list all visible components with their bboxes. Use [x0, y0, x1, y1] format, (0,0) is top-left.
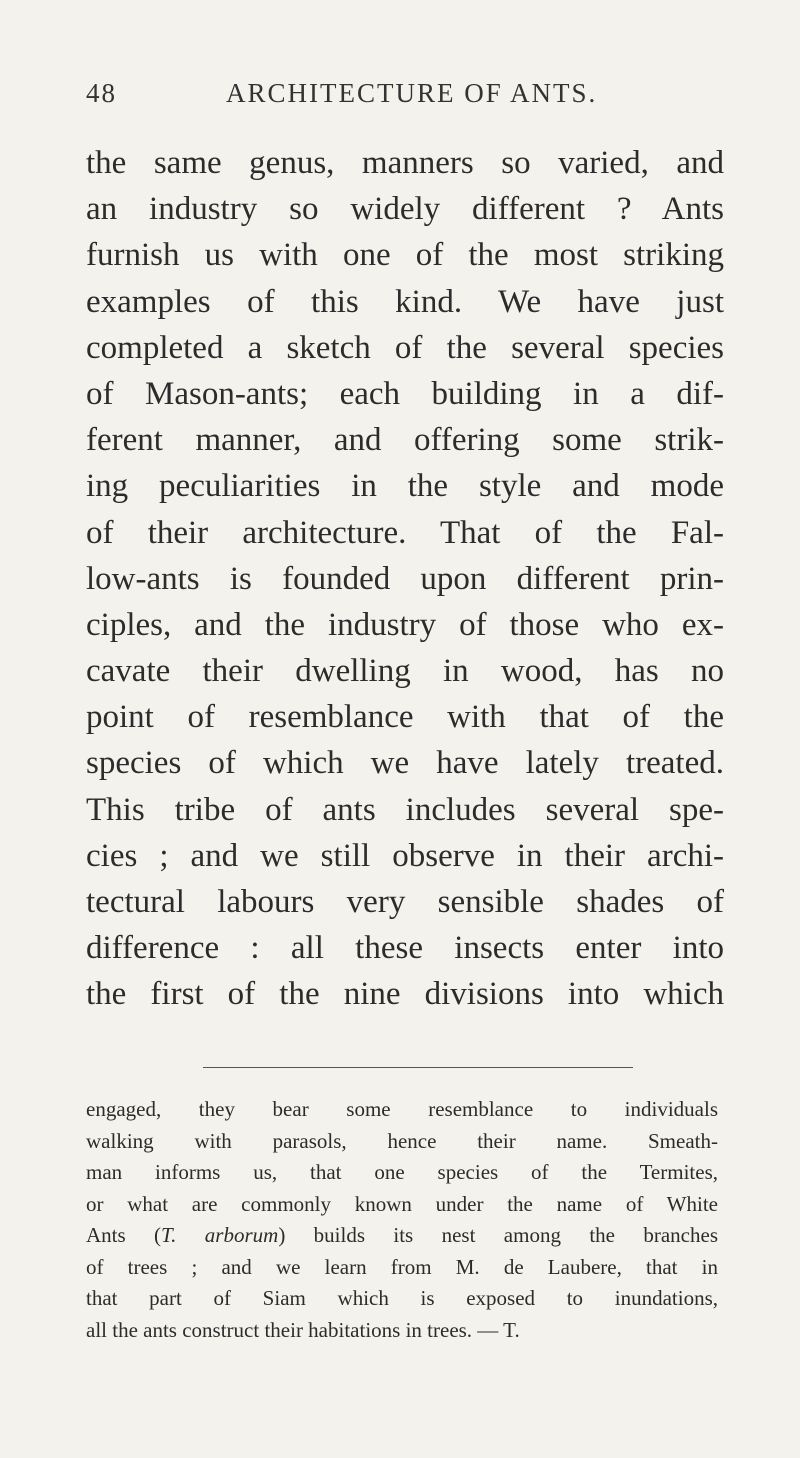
footnote-line: or what are commonly known under the name of White	[86, 1191, 718, 1216]
text-line: an industry so widely different ? Ants	[86, 191, 724, 228]
text-line: cies ; and we still observe in their archi-	[86, 837, 724, 874]
footnote-line: all the ants construct their habitations in trees. — T.	[86, 1317, 520, 1342]
footnote-text: Ants (	[86, 1223, 162, 1247]
footnote-line-species	[86, 1220, 718, 1252]
footnote-line: engaged, they bear some resemblance to individuals	[86, 1097, 718, 1121]
text-line: ciples, and the industry of those who ex-	[86, 606, 724, 643]
text-line: species of which we have lately treated.	[86, 745, 724, 782]
footnote	[86, 1094, 718, 1346]
footnote-line: of trees ; and we learn from M. de Laubere, that in	[86, 1254, 718, 1279]
text-line: the first of the nine divisions into which	[86, 976, 724, 1013]
text-line: difference : all these insects enter into	[86, 930, 724, 967]
page-number: 48	[86, 78, 117, 108]
text-line: This tribe of ants includes several spe-	[86, 791, 724, 828]
footnote-line: man informs us, that one species of the Termites,	[86, 1160, 718, 1184]
text-line: ing peculiarities in the style and mode	[86, 468, 724, 505]
text-line: tectural labours very sensible shades of	[86, 884, 724, 920]
text-line: point of resemblance with that of the	[86, 699, 724, 736]
text-line: ferent manner, and offering some strik-	[86, 422, 724, 459]
text-line: furnish us with one of the most striking	[86, 237, 724, 274]
running-title: ARCHITECTURE OF ANTS.	[226, 78, 598, 108]
footnote-divider	[203, 1067, 633, 1068]
text-line: examples of this kind. We have just	[86, 283, 724, 320]
footnote-text: ) builds its nest among the branches	[278, 1223, 718, 1247]
text-line: low-ants is founded upon different prin-	[86, 560, 724, 597]
text-line: of their architecture. That of the Fal-	[86, 514, 724, 551]
text-line: completed a sketch of the several species	[86, 329, 724, 366]
text-line: of Mason-ants; each building in a dif-	[86, 375, 724, 412]
footnote-line: that part of Siam which is exposed to inundations,	[86, 1286, 718, 1310]
text-line: the same genus, manners so varied, and	[86, 145, 724, 181]
main-text	[86, 140, 724, 1018]
text-line: cavate their dwelling in wood, has no	[86, 653, 724, 690]
footnote-line: walking with parasols, hence their name. Smeath-	[86, 1128, 718, 1153]
running-head	[86, 78, 714, 118]
species-name: T. arborum	[161, 1223, 279, 1247]
